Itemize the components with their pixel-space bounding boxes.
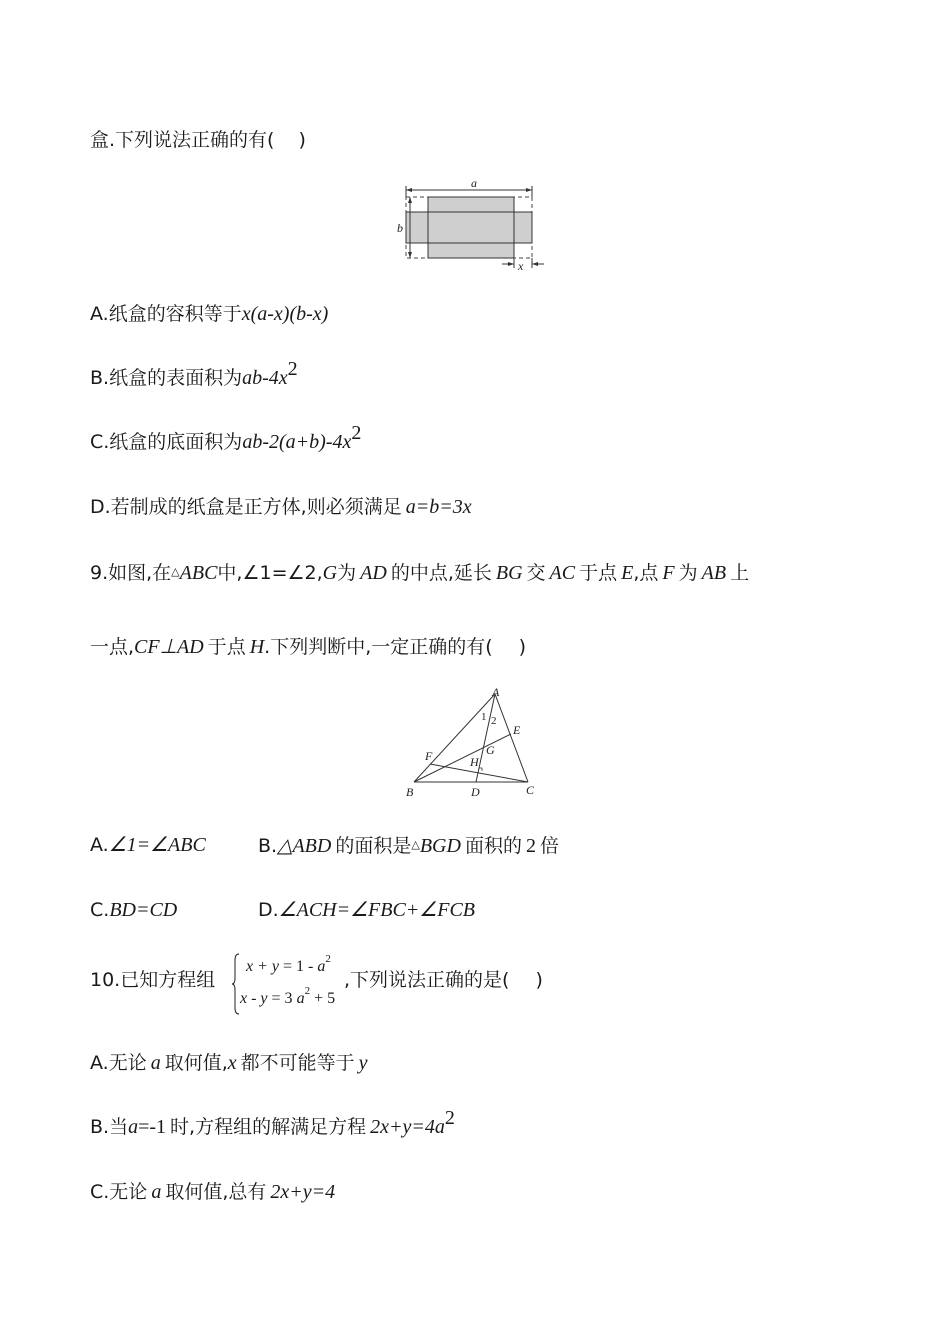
q9-abc: ABC (179, 562, 218, 584)
equation-2-sup: 2 (304, 985, 311, 997)
q9-text: 为 (337, 562, 357, 584)
q10-option-b (90, 1107, 455, 1139)
q9-ac: AC (549, 562, 576, 584)
q9-text: 的中点,延长 (390, 562, 492, 584)
q10-option-a-text: 都不可能等于 (240, 1052, 355, 1074)
angle-2-label: 2 (491, 715, 497, 727)
q10-option-c-text: 取何值,总有 (165, 1181, 267, 1203)
q9-option-a-prefix: A. (90, 834, 109, 856)
q9-ad: AD (360, 562, 387, 584)
equation-1-rhs: = 1 - (279, 958, 318, 975)
equation-1-lhs: x + y (246, 958, 279, 975)
point-f-label: F (425, 749, 433, 763)
q9-option-c-prefix: C. (90, 899, 110, 921)
equation-2-lhs: x - y (240, 990, 268, 1007)
equation-2 (240, 985, 336, 1008)
q10-option-a (90, 1051, 368, 1075)
q10-option-b-a: a (128, 1116, 139, 1138)
q8-option-b-expr: ab-4x (242, 367, 288, 389)
equation-2-tail: + 5 (310, 990, 336, 1007)
q9-option-d-prefix: D. (258, 899, 279, 921)
q9-options-row-2 (90, 898, 475, 922)
q9-bg: BG (495, 562, 523, 584)
brace-icon (232, 952, 240, 1016)
q9-option-c-expr: BD=CD (109, 899, 178, 921)
point-e-label: E (513, 723, 521, 737)
q10-option-b-sup: 2 (444, 1107, 455, 1129)
q8-paren-close: ) (298, 129, 306, 151)
point-b-label: B (406, 785, 414, 799)
q9-text: 于点 (579, 562, 618, 584)
q9-option-b-bgd: BGD (419, 835, 461, 857)
q9-g: G (322, 562, 338, 584)
q10-option-b-expr: 2x+y=4a (370, 1116, 445, 1138)
q9-option-b-abd: △ABD (277, 835, 332, 857)
q9-text: .下列判断中,一定正确的有( (264, 636, 493, 658)
q9-text: 中,∠1=∠2, (217, 562, 323, 584)
q10-option-a-text: 取何值, (164, 1052, 228, 1074)
q8-option-c (90, 422, 362, 454)
q10-option-c-text: C.无论 (90, 1181, 148, 1203)
point-a-label: A (492, 685, 500, 699)
q9-line-2 (90, 635, 526, 659)
q10-after-text: ,下列说法正确的是( (344, 969, 510, 991)
q9-text: 于点 (207, 636, 246, 658)
triangle-figure (400, 684, 544, 800)
q10-option-b-value: =-1 (138, 1116, 167, 1138)
q8-option-b (90, 358, 298, 390)
q8-option-c-expr: ab-2(a+b)-4x (242, 431, 352, 453)
q9-e: E (621, 562, 634, 584)
q10-option-a-x: x (227, 1052, 237, 1074)
q9-options-row-1 (90, 833, 559, 857)
point-g-label: G (486, 743, 495, 757)
q9-text: 为 (678, 562, 698, 584)
equation-system (232, 952, 344, 1016)
q8-option-d (90, 495, 472, 519)
label-b: b (397, 221, 403, 235)
q8-option-a-prefix: A.纸盒的容积等于 (90, 303, 242, 325)
triangle-symbol: △ (411, 838, 420, 851)
q10-option-b-text: 时,方程组的解满足方程 (170, 1116, 367, 1138)
q9-option-b (258, 833, 559, 858)
q10-intro (90, 968, 215, 992)
label-a: a (471, 176, 477, 190)
q8-option-b-sup: 2 (287, 358, 298, 380)
q9-option-a-math: ∠1=∠ABC (108, 834, 206, 856)
q10-after (344, 968, 543, 992)
q8-option-c-prefix: C.纸盒的底面积为 (90, 431, 243, 453)
q10-option-c-expr: 2x+y=4 (270, 1181, 336, 1203)
q9-text: 9.如图,在 (90, 562, 172, 584)
q9-text: ,点 (633, 562, 659, 584)
q10-option-c (90, 1180, 335, 1204)
triangle-symbol: △ (171, 565, 180, 578)
q8-option-a (90, 302, 328, 326)
equation-1-sup: 2 (325, 953, 331, 965)
q10-option-a-text: A.无论 (90, 1052, 147, 1074)
box-net-figure (392, 176, 548, 272)
q9-ab: AB (701, 562, 727, 584)
q10-intro-text: 10.已知方程组 (90, 969, 216, 991)
equation-2-a: a (296, 990, 305, 1007)
angle-1-label: 1 (481, 711, 487, 723)
equation-1-a: a (317, 958, 326, 975)
q10-option-a-y: y (358, 1052, 368, 1074)
q9-h: H (249, 636, 265, 658)
q9-text: 一点, (90, 636, 135, 658)
q9-cf-perp-ad: CF⊥AD (134, 636, 204, 658)
q8-option-c-sup: 2 (351, 422, 362, 444)
q8-option-a-expr: x(a-x)(b-x) (241, 303, 329, 325)
equation-1 (246, 953, 331, 976)
point-d-label: D (471, 785, 480, 799)
q10-option-b-text: B.当 (90, 1116, 129, 1138)
q9-text: 交 (526, 562, 546, 584)
q9-option-a-expr (109, 834, 206, 856)
q9-option-b-mid: 的面积是 (335, 835, 412, 857)
q9-option-b-tail: 倍 (539, 835, 559, 857)
q8-option-d-prefix: D.若制成的纸盒是正方体,则必须满足 (90, 496, 402, 518)
q10-paren-close: ) (535, 969, 543, 991)
q9-option-b-end: 面积的 (464, 835, 522, 857)
q9-option-b-num: 2 (525, 835, 536, 857)
q8-option-d-expr: a=b=3x (405, 496, 472, 518)
q9-option-d-expr: ∠ACH=∠FBC+∠FCB (278, 899, 475, 921)
q10-option-c-a: a (151, 1181, 162, 1203)
q8-option-b-prefix: B.纸盒的表面积为 (90, 367, 243, 389)
q9-text: 上 (730, 562, 750, 584)
q9-f: F (662, 562, 675, 584)
q9-option-b-prefix: B. (258, 835, 278, 857)
q9-option-d (258, 898, 475, 922)
q8-intro (90, 128, 306, 152)
q9-paren-close: ) (518, 636, 527, 658)
q10-option-a-a: a (150, 1052, 161, 1074)
point-h-label: H (470, 755, 479, 769)
q8-intro-text: 盒.下列说法正确的有( (90, 129, 275, 151)
equation-2-rhs: = 3 (267, 990, 297, 1007)
q9-line-1 (90, 560, 749, 585)
label-x: x (518, 259, 524, 272)
point-c-label: C (526, 783, 535, 797)
